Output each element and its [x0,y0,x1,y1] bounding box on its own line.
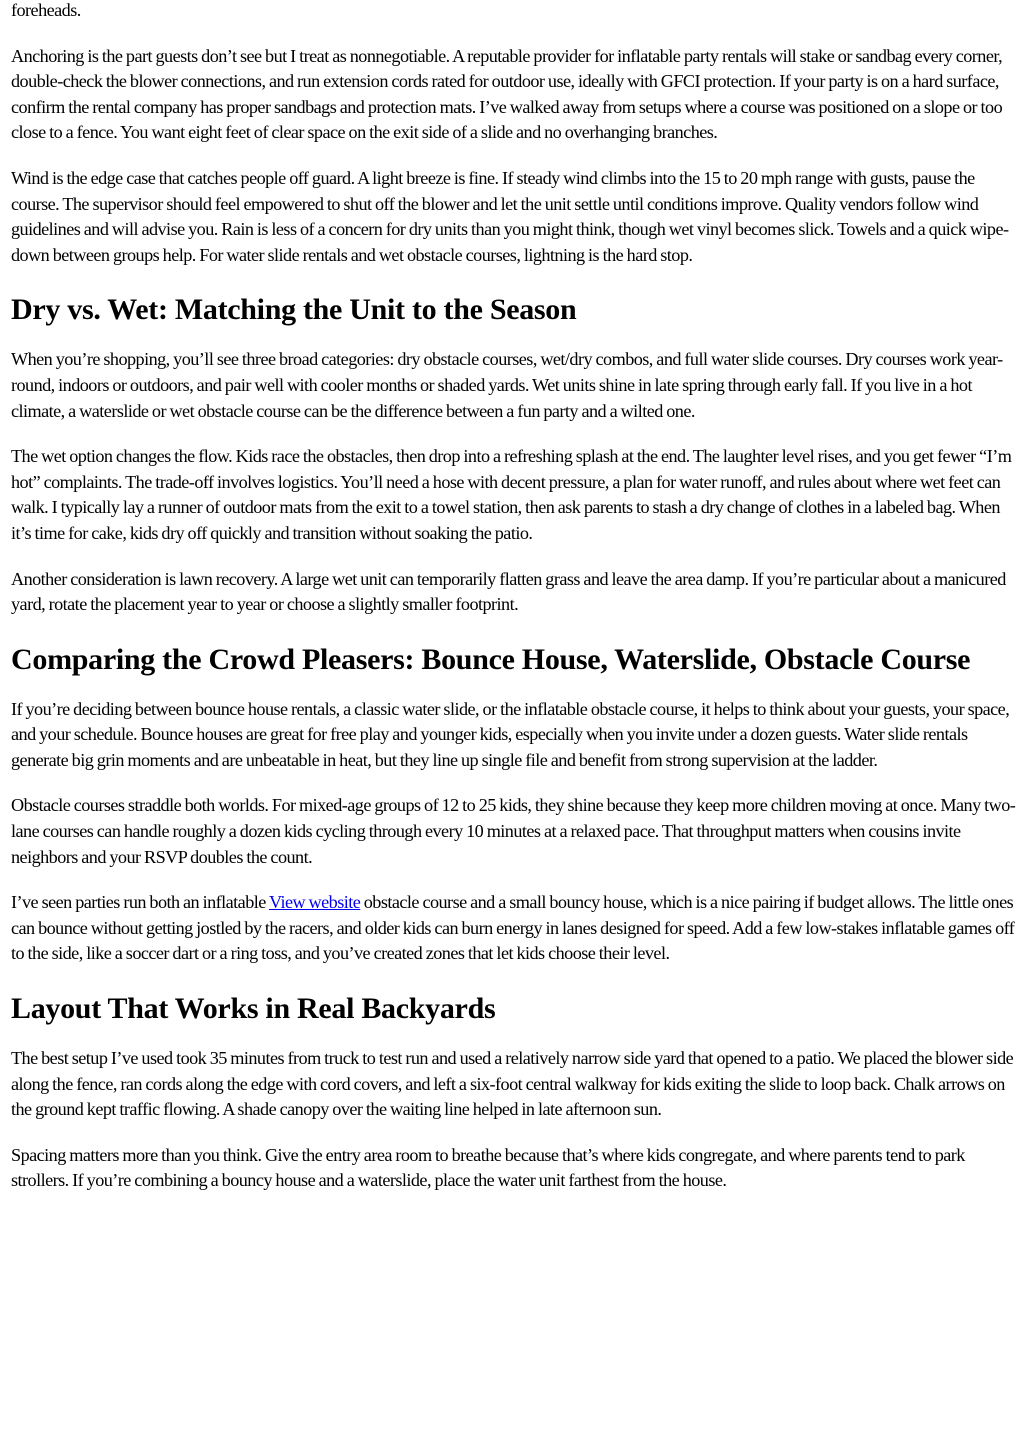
paragraph-text: I’ve seen parties run both an inflatable [11,892,269,913]
paragraph-parties-pairing [11,890,1016,967]
paragraph-obstacle-courses: Obstacle courses straddle both worlds. For mixed-age groups of 12 to 25 kids, they shine because they keep more children moving at once. Many two-lane courses can handle roughly a dozen kids cycling through every 10 minutes at a relaxed pace. That throughput matters when cousins invite neighbors and your RSVP doubles the count. [11,795,1016,867]
paragraph-foreheads: foreheads. [11,0,81,20]
paragraph-spacing: Spacing matters more than you think. Give the entry area room to breathe because that’s where kids congregate, and where parents tend to park strollers. If you’re combining a bouncy house and a waterslide, place the water unit farthest from the house. [11,1144,965,1191]
paragraph-shopping-categories: When you’re shopping, you’ll see three broad categories: dry obstacle courses, wet/dry combos, and full water slide courses. Dry courses work year-round, indoors or outdoors, and pair well with cooler months or shaded yards. Wet units shine in late spring through early fall. If you live in a hot climate, a waterslide or wet obstacle course can be the difference between a fun party and a wilted one. [11,349,1003,421]
heading-dry-vs-wet: Dry vs. Wet: Matching the Unit to the Season [11,293,577,327]
paragraph-wind: Wind is the edge case that catches people off guard. A light breeze is fine. If steady wind climbs into the 15 to 20 mph range with gusts, pause the course. The supervisor should feel empowered to shut off the blower and let the unit settle until conditions improve. Quality vendors follow wind guidelines and will advise you. Rain is less of a concern for dry units than you might think, though wet vinyl becomes slick. Towels and a quick wipe-down between groups help. For water slide rentals and wet obstacle courses, lightning is the hard stop. [11,167,1009,265]
heading-layout-backyards: Layout That Works in Real Backyards [11,992,496,1026]
view-website-link[interactable]: View website [268,892,361,913]
paragraph-wet-option: The wet option changes the flow. Kids race the obstacles, then drop into a refreshing splash at the end. The laughter level rises, and you get fewer “I’m hot” complaints. The trade-off involves logistics. You’ll need a hose with decent pressure, a plan for water runoff, and rules about where wet feet can walk. I typically lay a runner of outdoor mats from the exit to a towel station, then ask parents to stash a dry change of clothes in a labeled bag. When it’s time for cake, kids dry off quickly and transition without soaking the patio. [11,446,1012,543]
paragraph-text: obstacle course and a small bouncy house, which is a nice pairing if budget allows. The little ones can bounce without getting jostled by the racers, and older kids can burn energy in lanes designed for speed. Add a few low-stakes inflatable games off to the side, like a soccer dart or a ring toss, and you’ve created zones that let kids choose their level. [11,892,1015,964]
heading-crowd-pleasers: Comparing the Crowd Pleasers: Bounce House, Waterslide, Obstacle Course [11,642,971,676]
paragraph-deciding: If you’re deciding between bounce house rentals, a classic water slide, or the inflatable obstacle course, it helps to think about your guests, your space, and your schedule. Bounce houses are great for free play and younger kids, especially when you invite under a dozen guests. Water slide rentals generate big grin moments and are unbeatable in heat, but they line up single file and benefit from strong supervision at the ladder. [11,698,1010,770]
paragraph-anchoring: Anchoring is the part guests don’t see but I treat as nonnegotiable. A reputable provider for inflatable party rentals will stake or sandbag every corner, double-check the blower connections, and run extension cords rated for outdoor use, ideally with GFCI protection. If your party is on a hard surface, confirm the rental company has proper sandbags and protection mats. I’ve walked away from setups where a course was positioned on a slope or too close to a fence. You want eight feet of clear space on the exit side of a slide and no overhanging branches. [11,45,1003,143]
paragraph-best-setup: The best setup I’ve used took 35 minutes from truck to test run and used a relatively narrow side yard that opened to a patio. We placed the blower side along the fence, ran cords along the edge with cord covers, and left a six-foot central walkway for kids exiting the slide to loop back. Chalk arrows on the ground kept traffic flowing. A shade canopy over the waiting line helped in late afternoon sun. [11,1048,1014,1120]
paragraph-lawn-recovery: Another consideration is lawn recovery. A large wet unit can temporarily flatten grass and leave the area damp. If you’re particular about a manicured yard, rotate the placement year to year or choose a slightly smaller footprint. [11,568,1006,615]
